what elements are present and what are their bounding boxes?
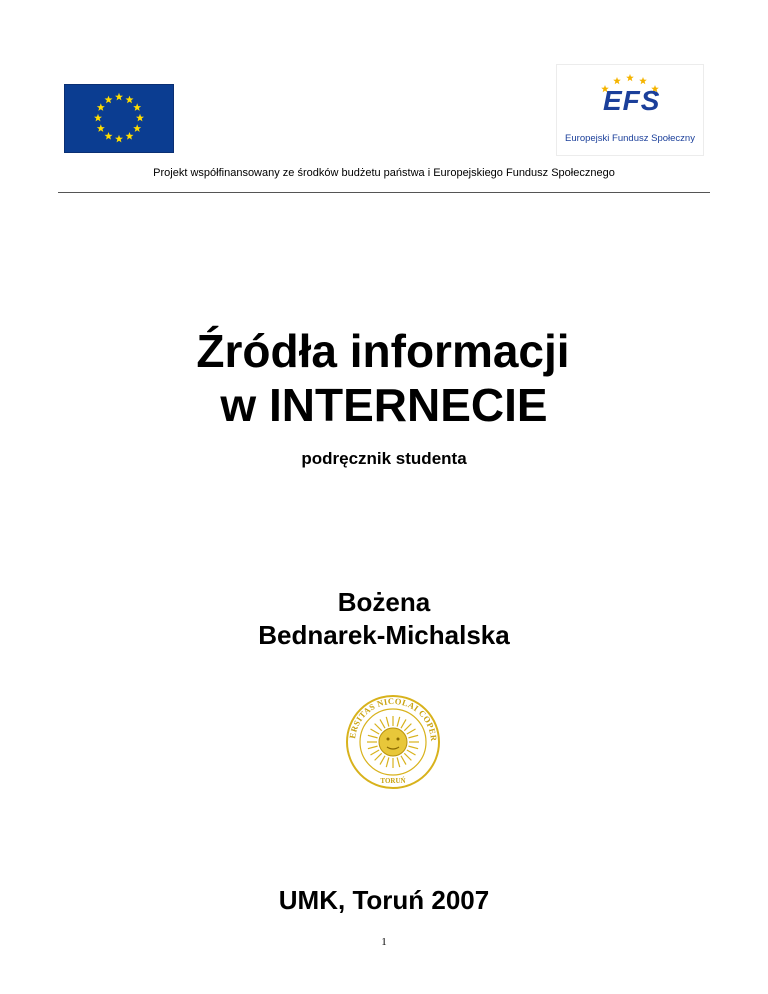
seal-ray <box>407 750 416 755</box>
star-icon <box>105 96 113 104</box>
author-name <box>0 586 768 652</box>
star-icon <box>105 132 113 140</box>
star-icon <box>94 114 102 122</box>
seal-ray <box>370 729 379 734</box>
seal-ray <box>370 750 379 755</box>
seal-ray <box>375 724 382 731</box>
seal-ray <box>368 746 378 749</box>
star-icon <box>133 124 141 132</box>
author-last-name: Bednarek-Michalska <box>258 620 510 650</box>
seal-inscription: ERSITAS NICOLAI COPER <box>347 695 440 742</box>
page-number: 1 <box>381 936 387 948</box>
star-icon <box>115 135 123 143</box>
seal-ray <box>408 735 418 738</box>
eu-flag-icon <box>64 84 174 153</box>
star-icon <box>97 124 105 132</box>
efs-name: Europejski Fundusz Społeczny <box>565 133 695 144</box>
seal-ray <box>380 719 385 728</box>
star-icon <box>626 74 634 81</box>
seal-city: TORUŃ <box>380 777 406 785</box>
star-icon <box>126 132 134 140</box>
star-icon <box>133 103 141 111</box>
seal-ray <box>375 753 382 760</box>
seal-ray <box>397 717 400 727</box>
seal-ray <box>408 746 418 749</box>
title-line-1: Źródła informacji <box>196 325 570 377</box>
star-icon <box>126 96 134 104</box>
seal-ray <box>380 756 385 765</box>
star-icon <box>97 103 105 111</box>
seal-ray <box>401 719 406 728</box>
star-icon <box>613 77 621 84</box>
title-line-2: w INTERNECIE <box>220 379 548 431</box>
seal-ray <box>397 757 400 767</box>
seal-ray <box>404 724 411 731</box>
seal-ray <box>401 756 406 765</box>
header-divider <box>58 192 710 193</box>
document-subtitle: podręcznik studenta <box>301 449 467 468</box>
seal-ray <box>404 753 411 760</box>
seal-ray <box>368 735 378 738</box>
author-first-name: Bożena <box>337 587 431 617</box>
document-title <box>0 324 768 432</box>
star-icon <box>136 114 144 122</box>
efs-logo <box>556 64 704 156</box>
place-and-year: UMK, Toruń 2007 <box>278 885 490 915</box>
university-seal-icon <box>343 692 443 792</box>
cofinancing-note: Projekt współfinansowany ze środków budżetu państwa i Europejskiego Fundusz Społecznego <box>153 167 615 179</box>
efs-mark: EFS <box>603 85 661 116</box>
seal-ray <box>386 757 389 767</box>
seal-ray <box>386 717 389 727</box>
star-icon <box>115 93 123 101</box>
seal-graphic <box>343 692 443 792</box>
eu-stars <box>65 85 173 152</box>
star-icon <box>639 77 647 84</box>
seal-ray <box>407 729 416 734</box>
